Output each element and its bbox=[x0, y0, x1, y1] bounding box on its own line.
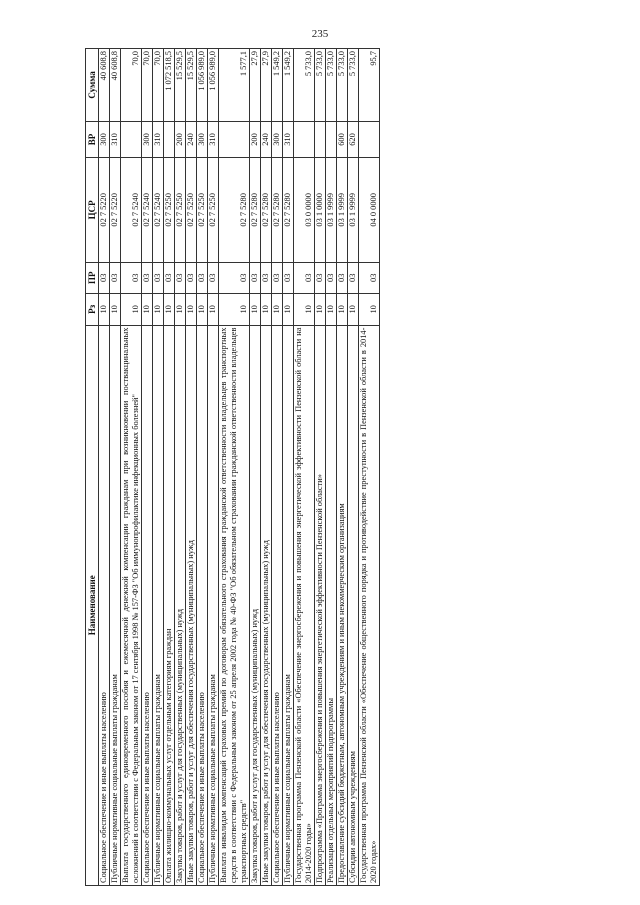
table-row bbox=[283, 49, 294, 886]
row-sum-cell: 27,9 bbox=[261, 49, 272, 122]
row-name-cell: Публичные нормативные социальные выплаты гражданам bbox=[153, 325, 164, 885]
row-vr-cell bbox=[164, 121, 175, 157]
row-vr-cell: 200 bbox=[175, 121, 186, 157]
row-rz-cell: 10 bbox=[197, 294, 208, 326]
table-row bbox=[250, 49, 261, 886]
row-csr-cell: 02 7 5250 bbox=[164, 158, 175, 262]
table-row bbox=[272, 49, 283, 886]
row-csr-cell: 02 7 5240 bbox=[153, 158, 164, 262]
row-sum-cell: 40 608,8 bbox=[110, 49, 121, 122]
row-csr-cell: 02 7 5250 bbox=[175, 158, 186, 262]
row-name-cell: Социальное обеспечение и иные выплаты населению bbox=[272, 325, 283, 885]
table-row bbox=[359, 49, 380, 886]
row-name-cell: Выплата инвалидам компенсаций страховых премий по договорам обязательного страхования гражданской ответственности владельцев транспортных средств в соответствии с Федеральным законом от 25 апреля 2002 года № 40-ФЗ "Об обязательном страховании гражданской ответственности владельцев транспортных средств" bbox=[219, 325, 250, 885]
row-rz-cell: 10 bbox=[315, 294, 326, 326]
row-pr-cell: 03 bbox=[219, 262, 250, 294]
row-pr-cell: 03 bbox=[197, 262, 208, 294]
table-row bbox=[197, 49, 208, 886]
row-vr-cell bbox=[121, 121, 142, 157]
row-rz-cell: 10 bbox=[186, 294, 197, 326]
row-rz-cell: 10 bbox=[99, 294, 110, 326]
row-pr-cell: 03 bbox=[208, 262, 219, 294]
row-sum-cell: 5 733,0 bbox=[326, 49, 337, 122]
row-sum-cell: 5 733,0 bbox=[348, 49, 359, 122]
row-sum-cell: 1 549,2 bbox=[272, 49, 283, 122]
row-name-cell: Государственная программа Пензенской области «Обеспечение общественного порядка и противодействие преступности в Пензенской области в 2014-2020 годах» bbox=[359, 325, 380, 885]
row-name-cell: Иные закупки товаров, работ и услуг для обеспечения государственных (муниципальных) нужд bbox=[186, 325, 197, 885]
row-rz-cell: 10 bbox=[326, 294, 337, 326]
row-pr-cell: 03 bbox=[326, 262, 337, 294]
row-sum-cell: 70,0 bbox=[121, 49, 142, 122]
row-vr-cell bbox=[294, 121, 315, 157]
table-row bbox=[99, 49, 110, 886]
table-row bbox=[315, 49, 326, 886]
row-rz-cell: 10 bbox=[272, 294, 283, 326]
row-vr-cell bbox=[326, 121, 337, 157]
row-sum-cell: 1 056 989,0 bbox=[208, 49, 219, 122]
row-csr-cell: 02 7 5280 bbox=[283, 158, 294, 262]
row-rz-cell: 10 bbox=[110, 294, 121, 326]
row-rz-cell: 10 bbox=[359, 294, 380, 326]
row-sum-cell: 70,0 bbox=[153, 49, 164, 122]
row-vr-cell bbox=[315, 121, 326, 157]
row-pr-cell: 03 bbox=[337, 262, 348, 294]
row-sum-cell: 15 529,5 bbox=[186, 49, 197, 122]
row-pr-cell: 03 bbox=[261, 262, 272, 294]
rotated-table-container bbox=[85, 48, 545, 886]
row-rz-cell: 10 bbox=[208, 294, 219, 326]
row-pr-cell: 03 bbox=[250, 262, 261, 294]
table-row bbox=[110, 49, 121, 886]
row-vr-cell: 310 bbox=[110, 121, 121, 157]
row-name-cell: Подпрограмма «Программа энергосбережения и повышения энергетической эффективности Пензенской области» bbox=[315, 325, 326, 885]
row-name-cell: Оплата жилищно-коммунальных услуг отдельным категориям граждан bbox=[164, 325, 175, 885]
row-pr-cell: 03 bbox=[164, 262, 175, 294]
row-name-cell: Иные закупки товаров, работ и услуг для обеспечения государственных (муниципальных) нужд bbox=[261, 325, 272, 885]
row-vr-cell: 300 bbox=[142, 121, 153, 157]
row-csr-cell: 02 7 5280 bbox=[219, 158, 250, 262]
row-vr-cell: 620 bbox=[348, 121, 359, 157]
row-csr-cell: 02 7 5280 bbox=[250, 158, 261, 262]
row-pr-cell: 03 bbox=[121, 262, 142, 294]
row-name-cell: Публичные нормативные социальные выплаты гражданам bbox=[110, 325, 121, 885]
row-sum-cell: 5 733,0 bbox=[337, 49, 348, 122]
header-pr: ПР bbox=[86, 262, 99, 294]
row-csr-cell: 02 7 5280 bbox=[261, 158, 272, 262]
row-rz-cell: 10 bbox=[294, 294, 315, 326]
table-row bbox=[153, 49, 164, 886]
row-sum-cell: 5 733,0 bbox=[315, 49, 326, 122]
row-csr-cell: 04 0 0000 bbox=[359, 158, 380, 262]
row-name-cell: Социальное обеспечение и иные выплаты населению bbox=[142, 325, 153, 885]
row-csr-cell: 02 7 5240 bbox=[121, 158, 142, 262]
row-vr-cell: 310 bbox=[153, 121, 164, 157]
row-csr-cell: 02 7 5220 bbox=[110, 158, 121, 262]
row-sum-cell: 15 529,5 bbox=[175, 49, 186, 122]
table-row bbox=[219, 49, 250, 886]
row-csr-cell: 02 7 5240 bbox=[142, 158, 153, 262]
row-rz-cell: 10 bbox=[250, 294, 261, 326]
row-sum-cell: 70,0 bbox=[142, 49, 153, 122]
row-name-cell: Социальное обеспечение и иные выплаты населению bbox=[197, 325, 208, 885]
row-vr-cell: 300 bbox=[99, 121, 110, 157]
row-csr-cell: 02 7 5250 bbox=[197, 158, 208, 262]
header-sum: Сумма bbox=[86, 49, 99, 122]
row-vr-cell: 240 bbox=[186, 121, 197, 157]
row-name-cell: Реализация отдельных мероприятий подпрограммы bbox=[326, 325, 337, 885]
table-row bbox=[348, 49, 359, 886]
table-rotation-frame bbox=[85, 48, 545, 886]
row-pr-cell: 03 bbox=[294, 262, 315, 294]
row-name-cell: Публичные нормативные социальные выплаты гражданам bbox=[208, 325, 219, 885]
table-row bbox=[261, 49, 272, 886]
row-pr-cell: 03 bbox=[153, 262, 164, 294]
row-pr-cell: 03 bbox=[142, 262, 153, 294]
row-sum-cell: 95,7 bbox=[359, 49, 380, 122]
row-pr-cell: 03 bbox=[315, 262, 326, 294]
row-pr-cell: 03 bbox=[348, 262, 359, 294]
row-sum-cell: 1 577,1 bbox=[219, 49, 250, 122]
row-sum-cell: 40 608,8 bbox=[99, 49, 110, 122]
row-rz-cell: 10 bbox=[337, 294, 348, 326]
header-rz: Рз bbox=[86, 294, 99, 326]
header-csr: ЦСР bbox=[86, 158, 99, 262]
row-name-cell: Социальное обеспечение и иные выплаты населению bbox=[99, 325, 110, 885]
table-row bbox=[175, 49, 186, 886]
row-sum-cell: 1 056 989,0 bbox=[197, 49, 208, 122]
table-row bbox=[164, 49, 175, 886]
header-vr: ВР bbox=[86, 121, 99, 157]
row-sum-cell: 1 549,2 bbox=[283, 49, 294, 122]
row-csr-cell: 02 7 5220 bbox=[99, 158, 110, 262]
row-rz-cell: 10 bbox=[348, 294, 359, 326]
row-name-cell: Государственная программа Пензенской области «Обеспечение энергосбережения и повышения энергетической эффективности Пензенской области на 2014-2020 годы» bbox=[294, 325, 315, 885]
row-csr-cell: 03 0 0000 bbox=[294, 158, 315, 262]
table-row bbox=[208, 49, 219, 886]
row-rz-cell: 10 bbox=[219, 294, 250, 326]
row-vr-cell bbox=[219, 121, 250, 157]
row-pr-cell: 03 bbox=[175, 262, 186, 294]
table-body bbox=[99, 49, 380, 886]
row-vr-cell bbox=[359, 121, 380, 157]
row-vr-cell: 600 bbox=[337, 121, 348, 157]
row-name-cell: Публичные нормативные социальные выплаты гражданам bbox=[283, 325, 294, 885]
row-name-cell: Предоставление субсидий бюджетным, автономным учреждениям и иным некоммерческим организациям bbox=[337, 325, 348, 885]
row-rz-cell: 10 bbox=[175, 294, 186, 326]
header-name: Наименование bbox=[86, 325, 99, 885]
row-vr-cell: 200 bbox=[250, 121, 261, 157]
row-name-cell: Выплата государственного единовременного пособия и ежемесячной денежной компенсации гражданам при возникновении поствакцинальных осложнений в соответствии с Федеральным законом от 17 сентября 1998 № 157-ФЗ "Об иммунопрофилактике инфекционных болезней" bbox=[121, 325, 142, 885]
table-row bbox=[326, 49, 337, 886]
row-vr-cell: 240 bbox=[261, 121, 272, 157]
budget-table bbox=[85, 48, 380, 886]
row-csr-cell: 03 1 9999 bbox=[337, 158, 348, 262]
row-pr-cell: 03 bbox=[272, 262, 283, 294]
row-pr-cell: 03 bbox=[186, 262, 197, 294]
row-csr-cell: 03 1 9999 bbox=[326, 158, 337, 262]
row-name-cell: Закупка товаров, работ и услуг для государственных (муниципальных) нужд bbox=[250, 325, 261, 885]
table-row bbox=[186, 49, 197, 886]
table-row bbox=[294, 49, 315, 886]
row-sum-cell: 5 733,0 bbox=[294, 49, 315, 122]
row-vr-cell: 310 bbox=[208, 121, 219, 157]
row-rz-cell: 10 bbox=[164, 294, 175, 326]
row-sum-cell: 1 072 518,5 bbox=[164, 49, 175, 122]
row-rz-cell: 10 bbox=[121, 294, 142, 326]
row-pr-cell: 03 bbox=[359, 262, 380, 294]
row-vr-cell: 300 bbox=[272, 121, 283, 157]
row-csr-cell: 02 7 5250 bbox=[186, 158, 197, 262]
row-sum-cell: 27,9 bbox=[250, 49, 261, 122]
table-row bbox=[337, 49, 348, 886]
row-name-cell: Субсидии автономным учреждениям bbox=[348, 325, 359, 885]
row-pr-cell: 03 bbox=[283, 262, 294, 294]
row-csr-cell: 02 7 5250 bbox=[208, 158, 219, 262]
row-rz-cell: 10 bbox=[283, 294, 294, 326]
row-csr-cell: 03 1 9999 bbox=[348, 158, 359, 262]
row-rz-cell: 10 bbox=[142, 294, 153, 326]
table-header-row bbox=[86, 49, 99, 886]
row-csr-cell: 03 1 0000 bbox=[315, 158, 326, 262]
table-row bbox=[142, 49, 153, 886]
row-vr-cell: 300 bbox=[197, 121, 208, 157]
table-row bbox=[121, 49, 142, 886]
page-number: 235 bbox=[311, 28, 329, 40]
row-pr-cell: 03 bbox=[110, 262, 121, 294]
row-csr-cell: 02 7 5280 bbox=[272, 158, 283, 262]
row-rz-cell: 10 bbox=[261, 294, 272, 326]
row-vr-cell: 310 bbox=[283, 121, 294, 157]
row-rz-cell: 10 bbox=[153, 294, 164, 326]
row-name-cell: Закупка товаров, работ и услуг для государственных (муниципальных) нужд bbox=[175, 325, 186, 885]
row-pr-cell: 03 bbox=[99, 262, 110, 294]
